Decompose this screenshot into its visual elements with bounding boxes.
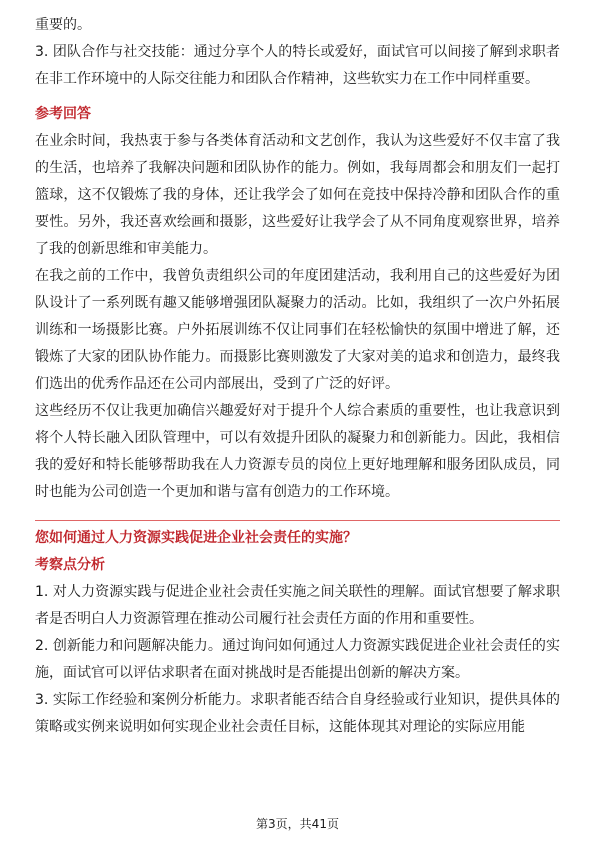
analysis-point-2: 2. 创新能力和问题解决能力。通过询问如何通过人力资源实践促进企业社会责任的实施，面试官可以评估求职者在面对挑战时是否能提出创新的解决方案。: [35, 638, 560, 681]
analysis-point-3: 3. 实际工作经验和案例分析能力。求职者能否结合自身经验或行业知识，提供具体的策略或实例来说明如何实现企业社会责任目标，这能体现其对理论的实际应用能: [35, 692, 560, 735]
point-3: 3. 团队合作与社交技能：通过分享个人的特长或爱好，面试官可以间接了解到求职者在非工作环境中的人际交往能力和团队合作精神，这些软实力在工作中同样重要。: [35, 44, 560, 87]
answer-paragraph-3: 这些经历不仅让我更加确信兴趣爱好对于提升个人综合素质的重要性，也让我意识到将个人特长融入团队管理中，可以有效提升团队的凝聚力和创新能力。因此，我相信我的爱好和特长能够帮助我在人力资源专员的岗位上更好地理解和服务团队成员，同时也能为公司创造一个更加和谐与富有创造力的工作环境。: [35, 403, 560, 500]
analysis-heading: 考察点分析: [35, 557, 105, 573]
document-page: [35, 12, 560, 741]
page-footer: 第3页，共41页: [256, 817, 339, 831]
analysis-point-1: 1. 对人力资源实践与促进企业社会责任实施之间关联性的理解。面试官想要了解求职者是否明白人力资源管理在推动公司履行社会责任方面的作用和重要性。: [35, 584, 560, 627]
section-divider: [35, 520, 560, 521]
continuation-text: 重要的。: [35, 17, 91, 33]
answer-paragraph-2: 在我之前的工作中，我曾负责组织公司的年度团建活动，我利用自己的这些爱好为团队设计了一系列既有趣又能够增强团队凝聚力的活动。比如，我组织了一次户外拓展训练和一场摄影比赛。户外拓展训练不仅让同事们在轻松愉快的氛围中增进了解，还锻炼了大家的团队协作能力。而摄影比赛则激发了大家对美的追求和创造力，最终我们选出的优秀作品还在公司内部展出，受到了广泛的好评。: [35, 268, 560, 392]
answer-paragraph-1: 在业余时间，我热衷于参与各类体育活动和文艺创作，我认为这些爱好不仅丰富了我的生活，也培养了我解决问题和团队协作的能力。例如，我每周都会和朋友们一起打篮球，这不仅锻炼了我的身体，还让我学会了如何在竞技中保持冷静和团队合作的重要性。另外，我还喜欢绘画和摄影，这些爱好让我学会了从不同角度观察世界，培养了我的创新思维和审美能力。: [35, 133, 560, 257]
reference-answer-heading: 参考回答: [35, 106, 91, 122]
question-title: 您如何通过人力资源实践促进企业社会责任的实施？: [35, 530, 357, 546]
